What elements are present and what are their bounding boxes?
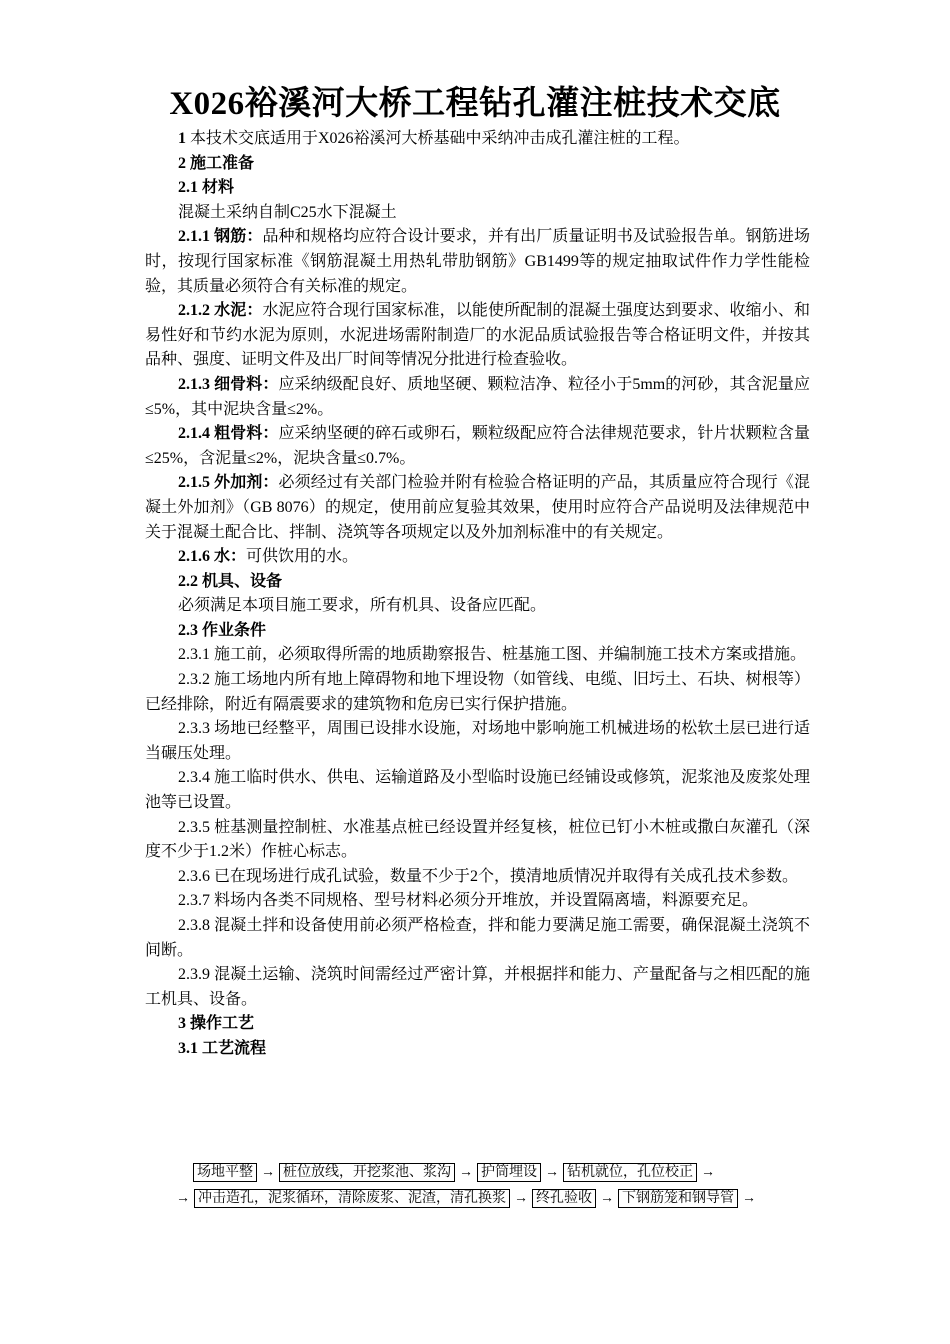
paragraph-text: 2.3.1 施工前，必须取得所需的地质勘察报告、桩基施工图、并编制施工技术方案或措施。 <box>178 646 807 664</box>
flow-arrow-icon: → <box>742 1191 756 1206</box>
paragraph-heading: 2.1.3 细骨料： <box>178 375 279 393</box>
paragraph-text: 应采纳级配良好、质地坚硬、颗粒洁净、粒径小于5mm的河砂，其含泥量应≤5%，其中泥块含量≤2%。 <box>145 375 810 418</box>
paragraph-heading: 2.1.2 水泥： <box>178 302 263 320</box>
paragraph <box>145 127 810 152</box>
paragraph-text: 必须经过有关部门检验并附有检验合格证明的产品，其质量应符合现行《混凝土外加剂》（GB 8076）的规定，使用前应复验其效果，使用时应符合产品说明及法律规范中关于混凝土配合比、拌制、浇筑等各项规定以及外加剂标准中的有关规定。 <box>145 474 810 541</box>
flow-arrow-icon: → <box>176 1191 190 1206</box>
paragraph <box>145 963 810 1012</box>
paragraph <box>145 1012 810 1037</box>
paragraph <box>145 594 810 619</box>
paragraph <box>145 176 810 201</box>
paragraph-text: 2.3.6 已在现场进行成孔试验，数量不少于2个，摸清地质情况并取得有关成孔技术参数。 <box>178 867 799 885</box>
paragraph <box>145 865 810 890</box>
paragraph-heading: 2.1 材料 <box>178 179 235 197</box>
paragraph <box>145 1037 810 1062</box>
paragraph <box>145 152 810 177</box>
paragraph-text: 水泥应符合现行国家标准，以能使所配制的混凝土强度达到要求、收缩小、和易性好和节约水泥为原则，水泥进场需附制造厂的水泥品质试验报告等合格证明文件，并按其品种、强度、证明文件及出厂时间等情况分批进行检查验收。 <box>145 302 810 369</box>
paragraph <box>145 643 810 668</box>
flow-arrow-icon: → <box>459 1165 473 1180</box>
paragraph-text: 2.3.8 混凝土拌和设备使用前必须严格检查，拌和能力要满足施工需要，确保混凝土浇筑不间断。 <box>145 917 810 959</box>
paragraph-heading: 2 施工准备 <box>178 154 255 172</box>
paragraph-text: 品种和规格均应符合设计要求，并有出厂质量证明书及试验报告单。钢筋进场时，按现行国家标准《钢筋混凝土用热轧带肋钢筋》GB1499等的规定抽取试件作力学性能检验，其质量必须符合有关标准的规定。 <box>145 228 810 295</box>
paragraph-heading: 1 <box>178 130 190 147</box>
paragraph <box>145 889 810 914</box>
paragraph <box>145 619 810 644</box>
paragraph <box>145 570 810 595</box>
paragraph-text: 本技术交底适用于X026裕溪河大桥基础中采纳冲击成孔灌注桩的工程。 <box>190 130 690 147</box>
paragraph-text: 混凝土采纳自制C25水下混凝土 <box>178 203 397 221</box>
paragraph-heading: 2.1.6 水： <box>178 548 247 566</box>
paragraph-heading: 3 操作工艺 <box>178 1015 255 1033</box>
flow-arrow-icon: → <box>701 1165 715 1180</box>
flow-arrow-icon: → <box>261 1165 275 1180</box>
paragraph-heading: 2.2 机具、设备 <box>178 572 283 590</box>
paragraph <box>145 422 810 471</box>
paragraph <box>145 201 810 226</box>
flow-step: 终孔验收 <box>532 1189 596 1208</box>
document-title: X026裕溪河大桥工程钻孔灌注桩技术交底 <box>169 86 781 122</box>
paragraph <box>145 816 810 865</box>
paragraph-text: 应采纳坚硬的碎石或卵石，颗粒级配应符合法律规范要求，针片状颗粒含量≤25%，含泥量≤2%，泥块含量≤0.7%。 <box>145 425 810 467</box>
paragraph-heading: 2.1.4 粗骨料： <box>178 425 279 443</box>
flow-arrow-icon: → <box>514 1191 528 1206</box>
flow-arrow-icon: → <box>600 1191 614 1206</box>
paragraph <box>145 471 810 545</box>
paragraph <box>145 717 810 766</box>
flowchart-row-2 <box>172 1189 760 1208</box>
paragraph-text: 2.3.4 施工临时供水、供电、运输道路及小型临时设施已经铺设或修筑，泥浆池及废浆处理池等已设置。 <box>145 769 810 812</box>
paragraph-heading: 2.3 作业条件 <box>178 621 267 639</box>
paragraph-heading: 2.1.5 外加剂： <box>178 474 279 492</box>
paragraph <box>145 225 810 299</box>
paragraph-text: 2.3.7 料场内各类不同规格、型号材料必须分开堆放，并设置隔离墙，料源要充足。 <box>178 892 759 910</box>
paragraph-text: 2.3.2 施工场地内所有地上障碍物和地下埋设物（如管线、电缆、旧圬土、石块、树根等）已经排除，附近有隔震要求的建筑物和危房已实行保护措施。 <box>145 671 810 713</box>
flow-step: 冲击造孔，泥浆循环，清除废浆、泥渣，清孔换浆 <box>194 1189 510 1208</box>
flow-step: 钻机就位，孔位校正 <box>563 1163 697 1182</box>
paragraph <box>145 545 810 570</box>
paragraph-text: 2.3.5 桩基测量控制桩、水准基点桩已经设置并经复核，桩位已钉小木桩或撒白灰灌孔（深度不少于1.2米）作桩心标志。 <box>145 818 810 861</box>
flow-step: 桩位放线，开挖浆池、浆沟 <box>279 1163 455 1182</box>
flow-step: 下钢筋笼和钢导管 <box>618 1189 738 1208</box>
paragraph-text: 2.3.3 场地已经整平，周围已设排水设施，对场地中影响施工机械进场的松软土层已进行适当碾压处理。 <box>145 720 810 762</box>
paragraph-heading: 3.1 工艺流程 <box>178 1039 267 1057</box>
paragraph <box>145 299 810 373</box>
paragraph <box>145 373 810 422</box>
paragraph-text: 2.3.9 混凝土运输、浇筑时间需经过严密计算，并根据拌和能力、产量配备与之相匹配的施工机具、设备。 <box>145 966 810 1008</box>
paragraph-text: 可供饮用的水。 <box>246 548 359 566</box>
flow-arrow-icon: → <box>545 1165 559 1180</box>
paragraph <box>145 668 810 717</box>
flow-step: 护筒埋设 <box>477 1163 541 1182</box>
paragraph <box>145 914 810 963</box>
flow-step: 场地平整 <box>193 1163 257 1182</box>
paragraph-text: 必须满足本项目施工要求，所有机具、设备应匹配。 <box>178 597 547 615</box>
paragraph <box>145 766 810 815</box>
flowchart-row-1 <box>193 1163 719 1182</box>
paragraph-heading: 2.1.1 钢筋： <box>178 228 263 246</box>
document-body <box>145 127 810 1062</box>
